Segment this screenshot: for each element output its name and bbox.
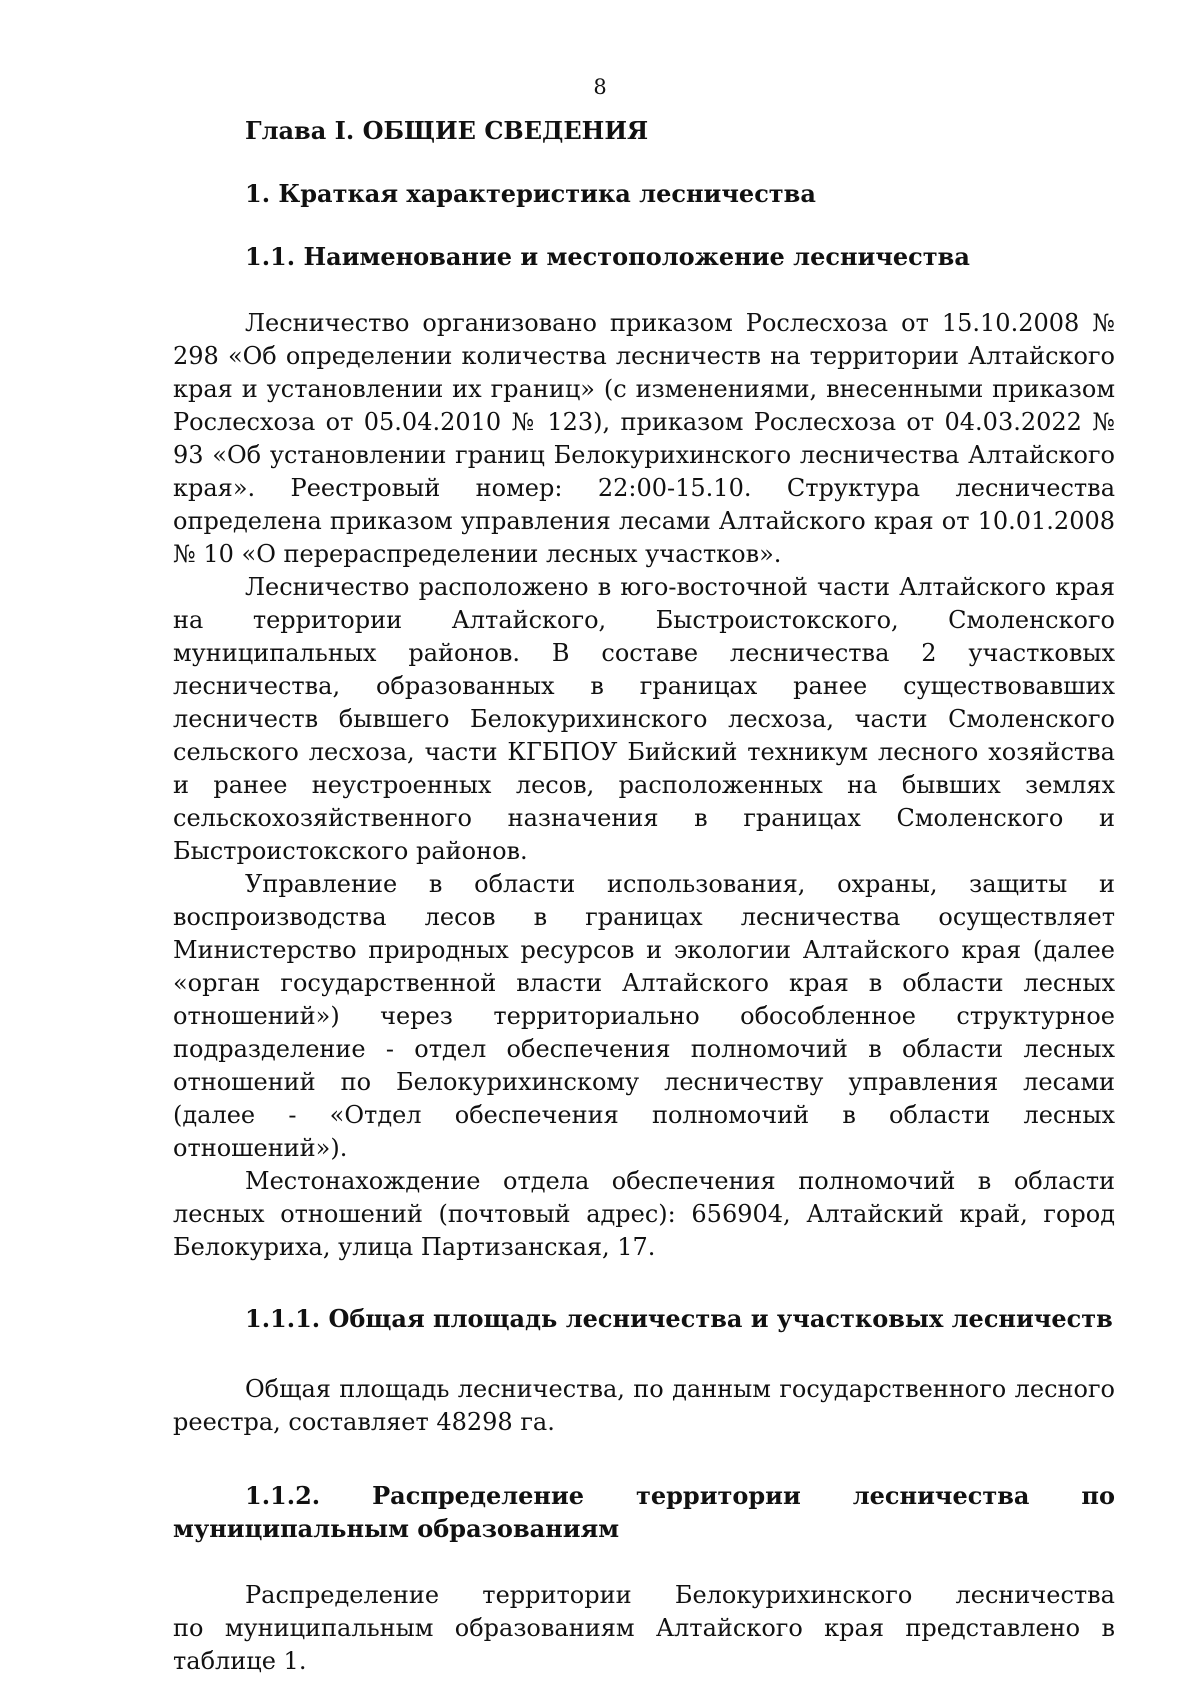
paragraph-location: Лесничество расположено в юго-восточной части Алтайского края на территории Алтайского, Быстроистокского, Смоленского муниципальных районов. В составе лесничества 2 участковых лесничества, образованных в границах ранее существовавших лесничеств бывшего Белокурихинского лесхоза, части Смоленского сельского лесхоза, части КГБПОУ Бийский техникум лесного хозяйства и ранее неустроенных лесов, расположенных на бывших землях сельскохозяйственного назначения в границах Смоленского и Быстроистокского районов. [173,573,1115,865]
section-title: 1. Краткая характеристика лесничества [245,179,816,208]
page-number: 8 [593,75,607,99]
paragraph-establishment: Лесничество организовано приказом Рослесхоза от 15.10.2008 № 298 «Об определении количества лесничеств на территории Алтайского края и установлении их границ» (с изменениями, внесенными приказом Рослесхоза от 05.04.2010 № 123), приказом Рослесхоза от 04.03.2022 № 93 «Об установлении границ Белокурихинского лесничества Алтайского края». Реестровый номер: 22:00-15.10. Структура лесничества определена приказом управления лесами Алтайского края от 10.01.2008 № 10 «О перераспределении лесных участков». [173,309,1115,568]
chapter-title: Глава I. ОБЩИЕ СВЕДЕНИЯ [245,116,649,145]
paragraph-address: Местонахождение отдела обеспечения полномочий в области лесных отношений (почтовый адрес): 656904, Алтайский край, город Белокуриха, улица Партизанская, 17. [173,1167,1115,1261]
paragraph-distribution-line2: по муниципальным образованиям Алтайского края представлено в таблице 1. [173,1614,1115,1675]
subsubsection-title-area: 1.1.1. Общая площадь лесничества и участковых лесничеств [245,1304,1113,1333]
paragraph-total-area: Общая площадь лесничества, по данным государственного лесного реестра, составляет 48298 га. [173,1375,1115,1436]
paragraph-management: Управление в области использования, охраны, защиты и воспроизводства лесов в границах лесничества осуществляет Министерство природных ресурсов и экологии Алтайского края (далее «орган государственной власти Алтайского края в области лесных отношений») через территориально обособленное структурное подразделение - отдел обеспечения полномочий в области лесных отношений по Белокурихинскому лесничеству управления лесами (далее - «Отдел обеспечения полномочий в области лесных отношений»). [173,870,1115,1162]
subsubsection-title-distribution: 1.1.2. Распределение территории лесничества по муниципальным образованиям [173,1481,1115,1543]
subsection-title: 1.1. Наименование и местоположение лесничества [245,242,970,271]
paragraph-distribution-line1: Распределение территории Белокурихинского лесничества [245,1581,1115,1609]
document-body [173,114,1115,1678]
